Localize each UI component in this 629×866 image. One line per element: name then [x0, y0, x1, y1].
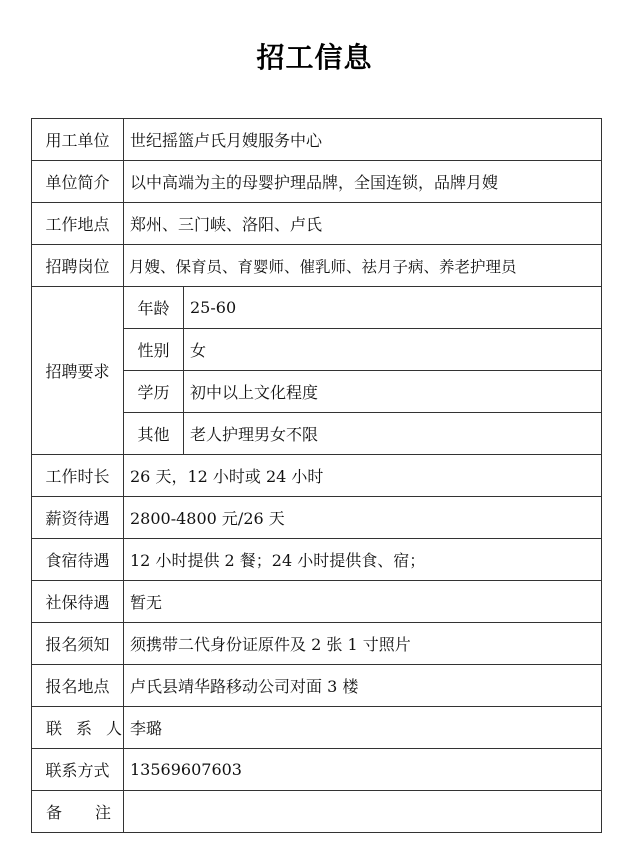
contact-value: 李璐 — [124, 707, 602, 749]
table-row — [32, 119, 602, 161]
salary-label: 薪资待遇 — [32, 497, 124, 539]
table-row — [32, 203, 602, 245]
phone-value: 13569607603 — [124, 749, 602, 791]
table-row — [32, 791, 602, 833]
board-value: 12 小时提供 2 餐；24 小时提供食、宿； — [124, 539, 602, 581]
education-value: 初中以上文化程度 — [184, 371, 602, 413]
phone-label: 联系方式 — [32, 749, 124, 791]
insurance-label: 社保待遇 — [32, 581, 124, 623]
signup-place-value: 卢氏县靖华路移动公司对面 3 楼 — [124, 665, 602, 707]
table-row — [32, 245, 602, 287]
table-row — [32, 749, 602, 791]
table-row — [32, 623, 602, 665]
employer-label: 用工单位 — [32, 119, 124, 161]
salary-value: 2800-4800 元/26 天 — [124, 497, 602, 539]
board-label: 食宿待遇 — [32, 539, 124, 581]
table-row — [32, 161, 602, 203]
table-row — [32, 581, 602, 623]
other-value: 老人护理男女不限 — [184, 413, 602, 455]
page-title: 招工信息 — [256, 41, 373, 74]
remarks-value — [124, 791, 602, 833]
education-label: 学历 — [124, 371, 184, 413]
hours-value: 26 天，12 小时或 24 小时 — [124, 455, 602, 497]
other-label: 其他 — [124, 413, 184, 455]
table-row — [32, 665, 602, 707]
positions-label: 招聘岗位 — [32, 245, 124, 287]
contact-label: 联系人 — [32, 707, 124, 749]
gender-value: 女 — [184, 329, 602, 371]
table-row — [32, 287, 602, 329]
notice-label: 报名须知 — [32, 623, 124, 665]
age-value: 25-60 — [184, 287, 602, 329]
gender-label: 性别 — [124, 329, 184, 371]
table-row — [32, 539, 602, 581]
remarks-label: 备注 — [32, 791, 124, 833]
table-row — [32, 707, 602, 749]
notice-value: 须携带二代身份证原件及 2 张 1 寸照片 — [124, 623, 602, 665]
location-label: 工作地点 — [32, 203, 124, 245]
age-label: 年龄 — [124, 287, 184, 329]
hours-label: 工作时长 — [32, 455, 124, 497]
table-row — [32, 497, 602, 539]
signup-place-label: 报名地点 — [32, 665, 124, 707]
recruitment-info-table — [31, 118, 602, 833]
location-value: 郑州、三门峡、洛阳、卢氏 — [124, 203, 602, 245]
positions-value: 月嫂、保育员、育婴师、催乳师、祛月子病、养老护理员 — [124, 245, 602, 287]
intro-value: 以中高端为主的母婴护理品牌，全国连锁，品牌月嫂 — [124, 161, 602, 203]
insurance-value: 暂无 — [124, 581, 602, 623]
employer-value: 世纪摇篮卢氏月嫂服务中心 — [124, 119, 602, 161]
requirements-label: 招聘要求 — [32, 287, 124, 455]
intro-label: 单位简介 — [32, 161, 124, 203]
table-row — [32, 455, 602, 497]
